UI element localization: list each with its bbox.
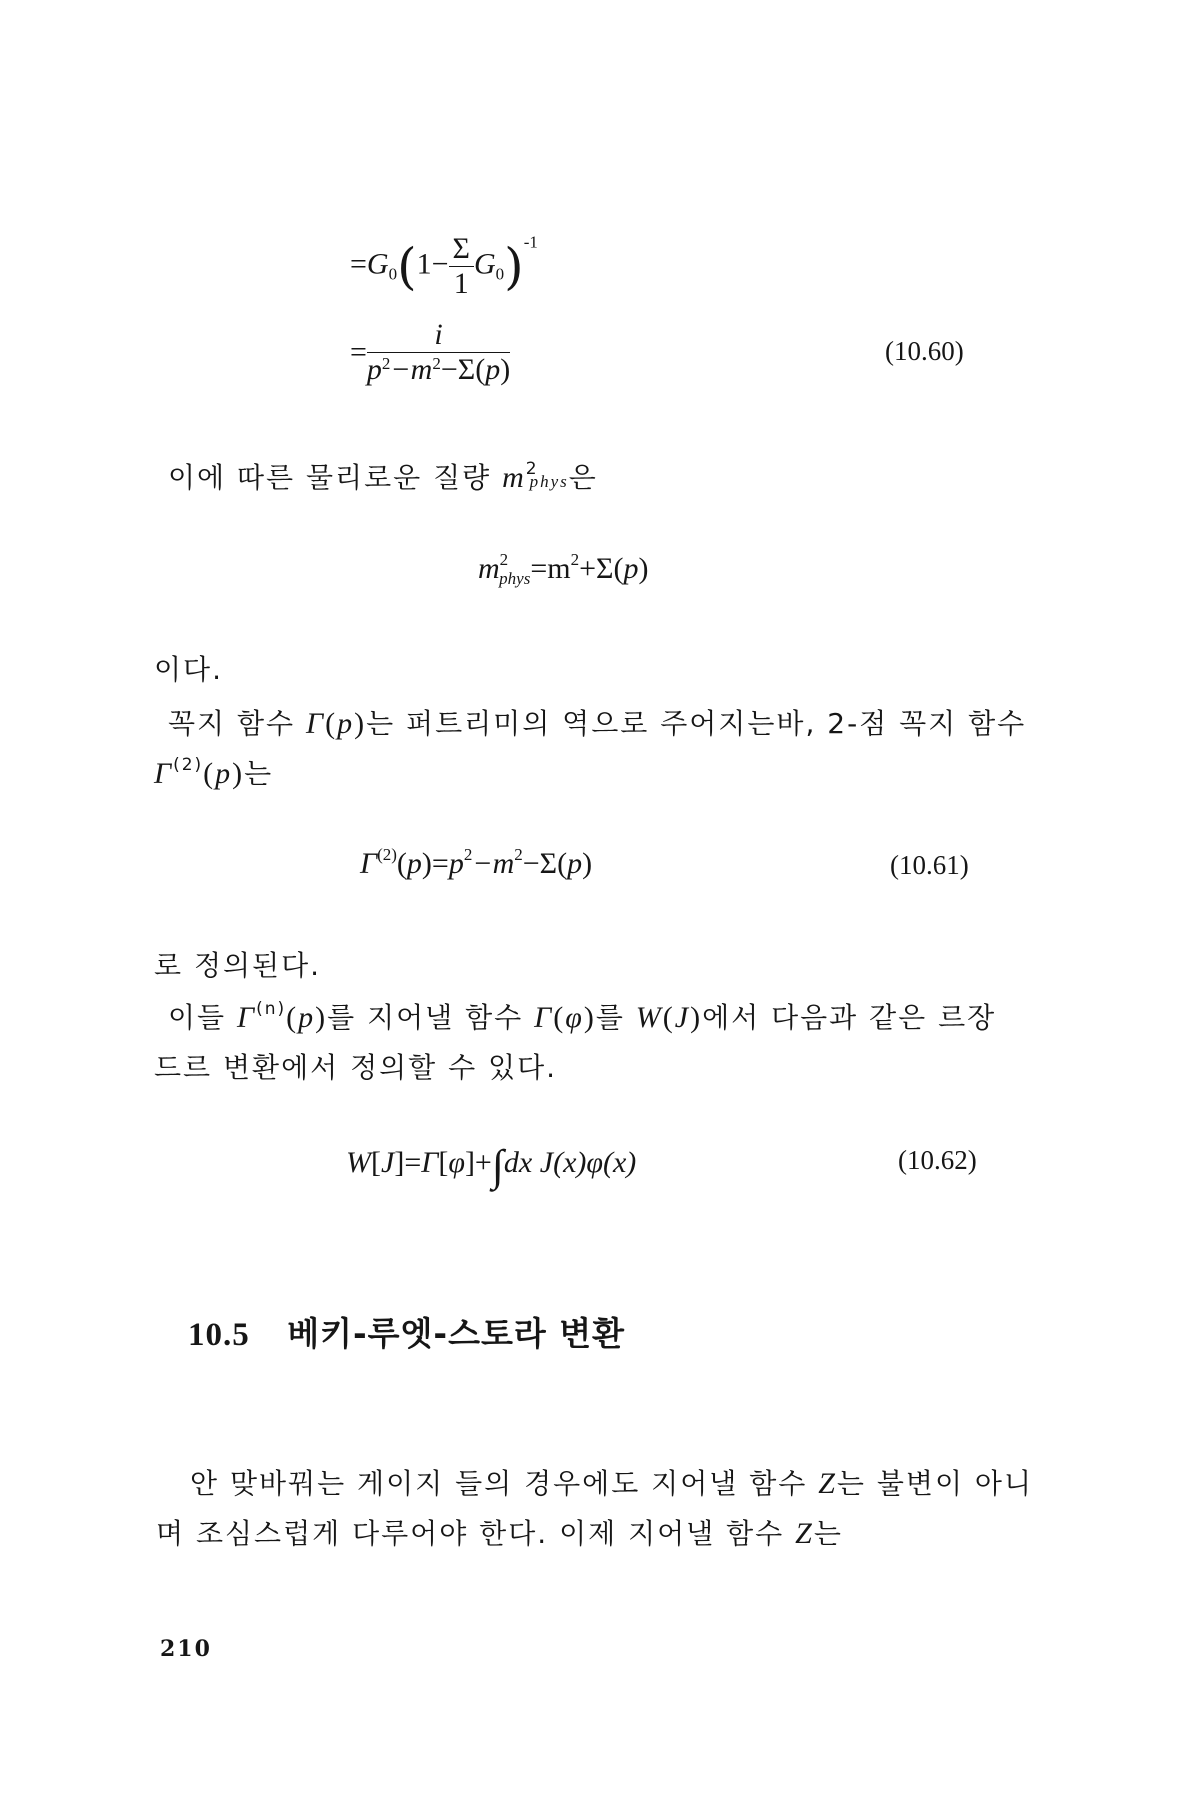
section-number: 10.5: [188, 1317, 250, 1353]
propagator-fraction: $\frac{i}{p^2-m^2-\Sigma(p)}$: [366, 318, 511, 386]
sigma-fraction: $\frac{\Sigma}{1}$: [449, 232, 474, 301]
equation-number-10-61: (10.61): [890, 850, 969, 880]
equation-physical-mass: $m^2_{phys}=m^2+\Sigma(p)$: [478, 550, 649, 588]
paragraph-gauge-line2: 며 조심스럽게 다루어야 한다. 이제 지어낼 함수 Z는: [156, 1517, 843, 1550]
paragraph-legendre-line2: 드르 변환에서 정의할 수 있다.: [154, 1051, 558, 1084]
section-title: 베키-루엣-스토라 변환: [287, 1314, 626, 1353]
section-heading: [188, 1308, 625, 1355]
equation-10-62: W[J]=Γ[φ]+∫dx J(x)φ(x): [346, 1141, 637, 1190]
page-number: 210: [160, 1636, 212, 1662]
paragraph-defined: 로 정의된다.: [154, 949, 322, 982]
equation-number-10-62: (10.62): [898, 1145, 977, 1175]
equation-10-60-line1: $=G_0(1-$ $\frac{\Sigma}{1}$ $G_0)^{-1}$: [350, 232, 538, 300]
paragraph-physical-mass: 이에 따른 물리로운 질량 $m^2phys$은: [168, 459, 598, 494]
equation-10-61: $\Gamma^{(2)}(p)=p^2-m^2-\Sigma(p)$: [360, 845, 593, 880]
equation-number-10-60: (10.60): [885, 336, 964, 366]
paragraph-vertex-function-line2: $\Gamma^{(2)}(p)$는: [154, 755, 274, 790]
paragraph-legendre-line1: 이들 $\Gamma^{(n)}(p)$를 지어낼 함수 Γ(φ)를 W(J)에서 다음과 같은 르장: [168, 999, 997, 1034]
paragraph-ida: 이다.: [154, 653, 223, 686]
equation-10-60-line2: = $\frac{i}{p^2-m^2-\Sigma(p)}$: [350, 318, 511, 386]
integral-sign: ∫: [491, 1141, 504, 1190]
paragraph-gauge-line1: 안 맞바꿔는 게이지 들의 경우에도 지어낼 함수 Z는 불변이 아니: [190, 1467, 1033, 1500]
paragraph-vertex-function-line1: 꼭지 함수 Γ(p)는 퍼트리미의 역으로 주어지는바, 2-점 꼭지 함수: [168, 707, 1027, 740]
